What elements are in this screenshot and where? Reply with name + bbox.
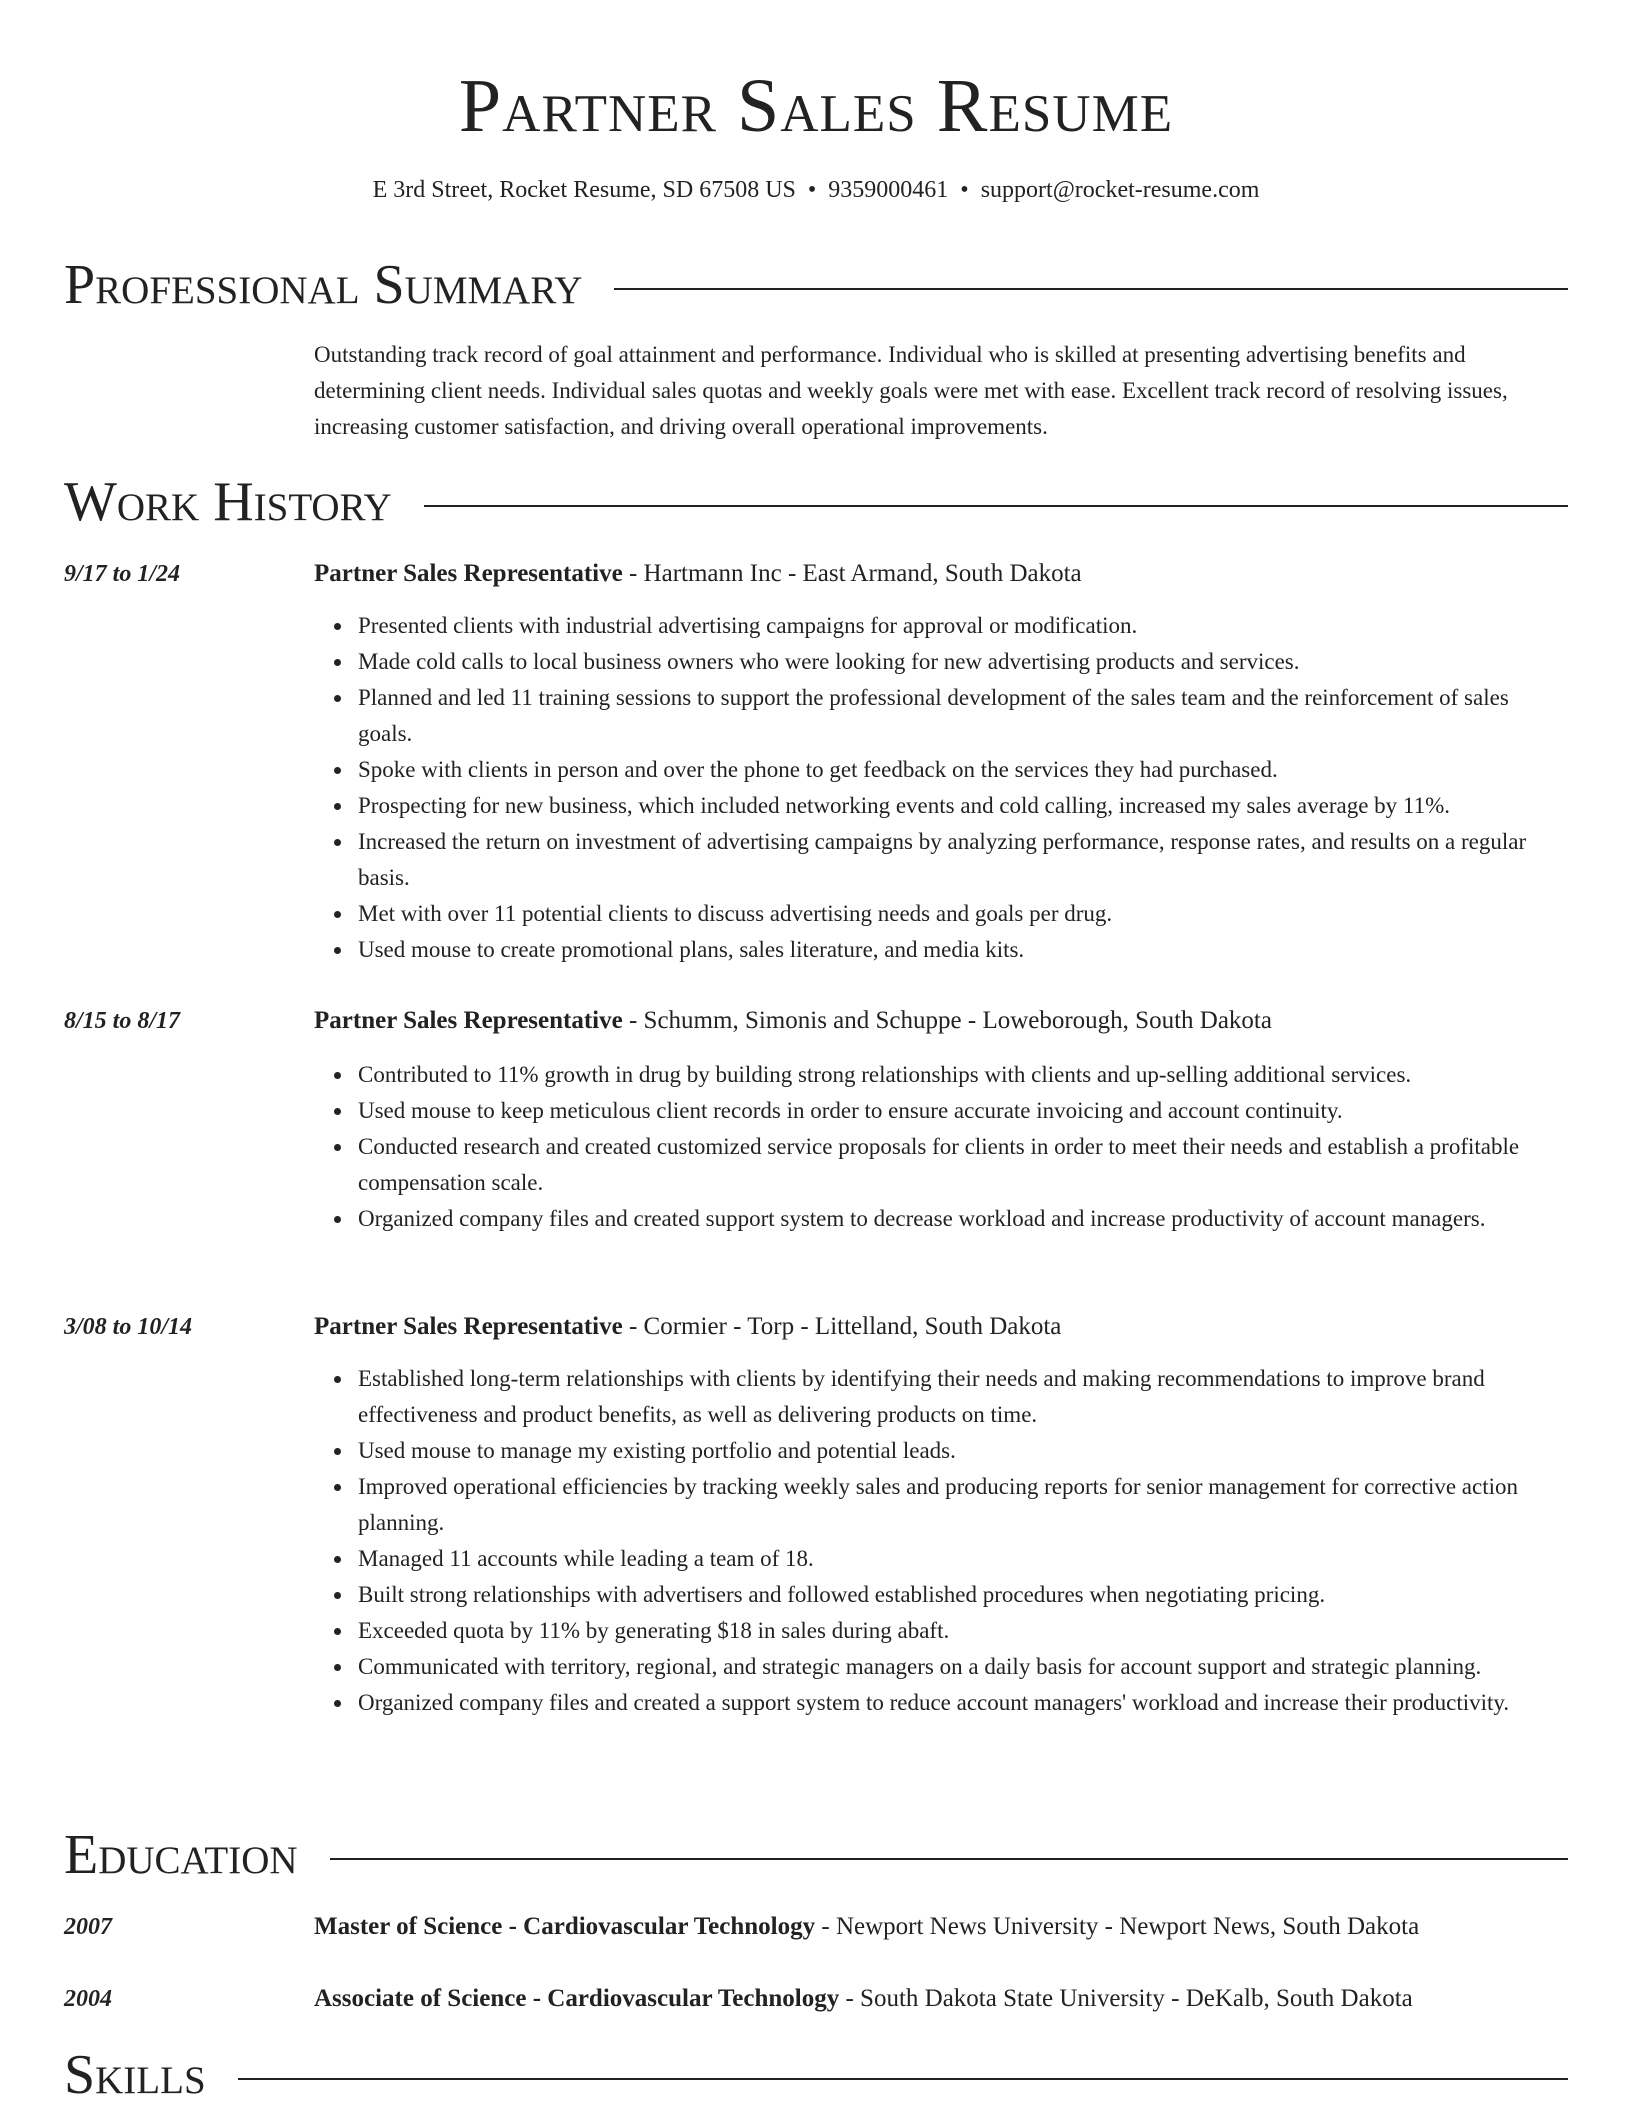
job-dates: 9/17 to 1/24: [64, 561, 181, 587]
contact-address: E 3rd Street, Rocket Resume, SD 67508 US: [372, 177, 796, 203]
section-divider: [424, 505, 1568, 507]
resume-title: Partner Sales Resume: [458, 64, 1174, 148]
summary-text: Outstanding track record of goal attainment and performance. Individual who is skilled at presenting advertising benefits and determining client needs. Individual sales quotas and weekly goals were met with ease. Excellent track record of resolving issues, increasing customer satisfaction, and driving overall operational improvements.: [314, 342, 1508, 439]
job-bullets: [358, 1057, 1568, 1237]
job-bullet: Built strong relationships with advertisers and followed established procedures when negotiating pricing.: [358, 1577, 1568, 1613]
job-bullet: Prospecting for new business, which included networking events and cold calling, increased my sales average by 11%.: [358, 788, 1568, 824]
section-title: Skills: [64, 2044, 206, 2106]
job-employer: - Hartmann Inc - East Armand, South Dakota: [622, 560, 1082, 587]
section-title: Education: [64, 1824, 298, 1886]
job-title: Partner Sales Representative: [314, 1007, 623, 1034]
education-school: - South Dakota State University - DeKalb, South Dakota: [839, 1985, 1413, 2012]
section-work-heading: [64, 470, 1568, 534]
section-skills-heading: [64, 2043, 1568, 2107]
job-bullet: Organized company files and created support system to decrease workload and increase productivity of account managers.: [358, 1201, 1568, 1237]
contact-email: support@rocket-resume.com: [980, 177, 1260, 203]
job-bullet: Managed 11 accounts while leading a team of 18.: [358, 1541, 1568, 1577]
contact-separator: •: [807, 177, 817, 203]
education-year: 2004: [64, 1986, 112, 2012]
job-bullet: Contributed to 11% growth in drug by building strong relationships with clients and up-selling additional services.: [358, 1057, 1568, 1093]
job-bullet: Increased the return on investment of advertising campaigns by analyzing performance, response rates, and results on a regular basis.: [358, 824, 1568, 896]
job-bullet: Used mouse to keep meticulous client records in order to ensure accurate invoicing and account continuity.: [358, 1093, 1568, 1129]
job-dates: 3/08 to 10/14: [64, 1314, 193, 1340]
section-divider: [238, 2078, 1568, 2080]
job-heading: [314, 556, 1568, 592]
job-dates: 8/15 to 8/17: [64, 1008, 181, 1034]
job-title: Partner Sales Representative: [314, 1313, 623, 1340]
job-bullet: Improved operational efficiencies by tracking weekly sales and producing reports for senior management for corrective action planning.: [358, 1469, 1568, 1541]
job-bullet: Spoke with clients in person and over the phone to get feedback on the services they had purchased.: [358, 752, 1568, 788]
section-summary-heading: [64, 253, 1568, 317]
job-employer: - Schumm, Simonis and Schuppe - Loweborough, South Dakota: [622, 1007, 1272, 1034]
job-bullets: [358, 608, 1568, 968]
job-bullet: Planned and led 11 training sessions to support the professional development of the sales team and the reinforcement of sales goals.: [358, 680, 1568, 752]
job-bullet: Conducted research and created customized service proposals for clients in order to meet their needs and establish a profitable compensation scale.: [358, 1129, 1568, 1201]
job-bullet: Made cold calls to local business owners who were looking for new advertising products and services.: [358, 644, 1568, 680]
education-degree: Associate of Science - Cardiovascular Technology: [314, 1985, 840, 2012]
job-bullet: Exceeded quota by 11% by generating $18 in sales during abaft.: [358, 1613, 1568, 1649]
contact-line: [0, 172, 1632, 208]
section-title: Work History: [64, 471, 392, 533]
job-bullet: Used mouse to create promotional plans, sales literature, and media kits.: [358, 932, 1568, 968]
section-divider: [614, 288, 1568, 290]
section-divider: [330, 1858, 1568, 1860]
job-heading: [314, 1309, 1568, 1345]
education-year: 2007: [64, 1914, 112, 1940]
education-heading: [314, 1909, 1568, 1945]
job-bullet: Met with over 11 potential clients to discuss advertising needs and goals per drug.: [358, 896, 1568, 932]
job-heading: [314, 1003, 1568, 1039]
job-bullet: Established long-term relationships with clients by identifying their needs and making recommendations to improve brand effectiveness and product benefits, as well as delivering products on time.: [358, 1361, 1568, 1433]
job-bullet: Organized company files and created a support system to reduce account managers' workload and increase their productivity.: [358, 1685, 1568, 1721]
job-bullet: Presented clients with industrial advertising campaigns for approval or modification.: [358, 608, 1568, 644]
job-employer: - Cormier - Torp - Littelland, South Dakota: [622, 1313, 1062, 1340]
contact-separator: •: [960, 177, 969, 203]
section-education-heading: [64, 1823, 1568, 1887]
education-degree: Master of Science - Cardiovascular Technology: [314, 1913, 816, 1940]
section-title: Professional Summary: [64, 254, 583, 316]
job-bullet: Communicated with territory, regional, and strategic managers on a daily basis for account support and strategic planning.: [358, 1649, 1568, 1685]
education-school: - Newport News University - Newport News, South Dakota: [815, 1913, 1420, 1940]
job-title: Partner Sales Representative: [314, 560, 623, 587]
job-bullet: Used mouse to manage my existing portfolio and potential leads.: [358, 1433, 1568, 1469]
job-bullets: [358, 1361, 1568, 1721]
education-heading: [314, 1981, 1568, 2017]
contact-phone: 9359000461: [828, 177, 949, 203]
